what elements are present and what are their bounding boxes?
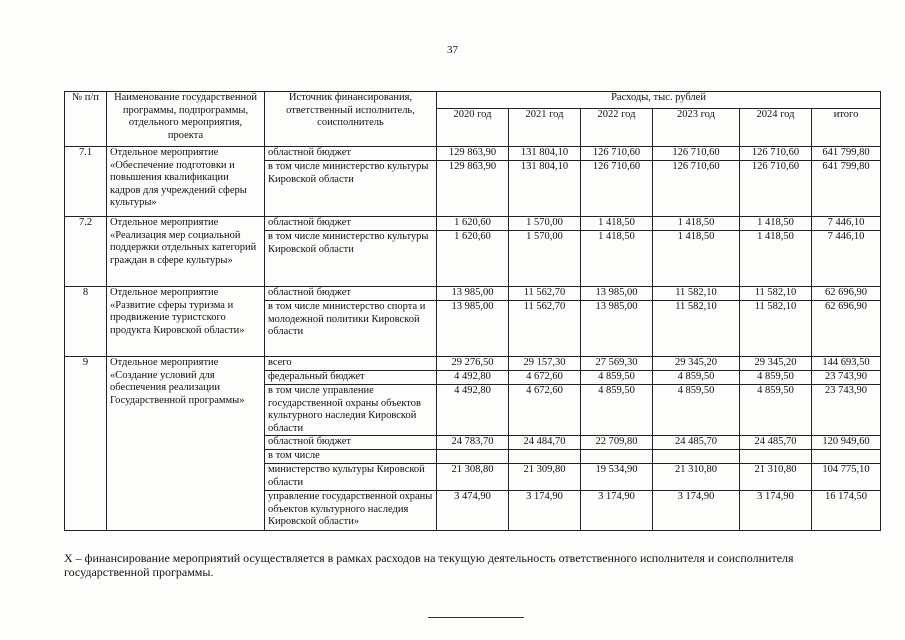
funding-source: в том числе управление государственной охраны объектов культурного наследия Кировской области bbox=[265, 385, 437, 436]
year-value: 22 709,80 bbox=[581, 436, 653, 450]
year-value: 21 308,80 bbox=[437, 464, 509, 491]
funding-source: в том числе bbox=[265, 450, 437, 464]
year-value: 21 310,80 bbox=[740, 464, 812, 491]
year-value: 1 418,50 bbox=[581, 231, 653, 287]
year-value: 3 174,90 bbox=[581, 491, 653, 531]
total-value: 23 743,90 bbox=[812, 371, 881, 385]
year-value: 21 310,80 bbox=[653, 464, 740, 491]
page-number: 37 bbox=[447, 44, 458, 56]
header-year: 2021 год bbox=[509, 109, 581, 147]
year-value: 11 582,10 bbox=[653, 301, 740, 357]
year-value: 4 859,50 bbox=[740, 385, 812, 436]
table-row bbox=[65, 287, 881, 301]
activity-name: Отдельное мероприятие «Создание условий для обеспечения реализации Государственной программы» bbox=[107, 357, 265, 531]
funding-source: в том числе министерство культуры Кировской области bbox=[265, 161, 437, 217]
year-value: 4 859,50 bbox=[740, 371, 812, 385]
year-value: 3 174,90 bbox=[509, 491, 581, 531]
year-value bbox=[437, 450, 509, 464]
header-expenses: Расходы, тыс. рублей bbox=[437, 92, 881, 109]
row-number: 7.2 bbox=[65, 217, 107, 287]
year-value: 3 174,90 bbox=[653, 491, 740, 531]
year-value: 1 418,50 bbox=[740, 217, 812, 231]
total-value: 641 799,80 bbox=[812, 161, 881, 217]
year-value: 27 569,30 bbox=[581, 357, 653, 371]
bottom-divider bbox=[428, 617, 524, 618]
row-number: 8 bbox=[65, 287, 107, 357]
total-value: 62 696,90 bbox=[812, 301, 881, 357]
year-value: 4 492,80 bbox=[437, 371, 509, 385]
year-value: 29 345,20 bbox=[653, 357, 740, 371]
year-value: 4 859,50 bbox=[653, 371, 740, 385]
total-value: 7 446,10 bbox=[812, 217, 881, 231]
year-value: 4 859,50 bbox=[581, 371, 653, 385]
year-value: 4 672,60 bbox=[509, 371, 581, 385]
header-total: итого bbox=[812, 109, 881, 147]
year-value: 3 174,90 bbox=[740, 491, 812, 531]
year-value: 1 418,50 bbox=[653, 231, 740, 287]
year-value bbox=[653, 450, 740, 464]
year-value: 131 804,10 bbox=[509, 147, 581, 161]
year-value: 131 804,10 bbox=[509, 161, 581, 217]
row-number: 9 bbox=[65, 357, 107, 531]
activity-name: Отдельное мероприятие «Обеспечение подготовки и повышения квалификации кадров для учреждений сферы культуры» bbox=[107, 147, 265, 217]
funding-source: областной бюджет bbox=[265, 147, 437, 161]
footnote: Х – финансирование мероприятий осуществляется в рамках расходов на текущую деятельность ответственного исполнителя и соисполнителя государственной программы. bbox=[64, 551, 794, 579]
year-value: 24 783,70 bbox=[437, 436, 509, 450]
year-value: 1 418,50 bbox=[653, 217, 740, 231]
total-value: 62 696,90 bbox=[812, 287, 881, 301]
funding-source: управление государственной охраны объектов культурного наследия Кировской области» bbox=[265, 491, 437, 531]
year-value: 126 710,60 bbox=[653, 147, 740, 161]
year-value: 1 570,00 bbox=[509, 217, 581, 231]
header-source: Источник финансирования, ответственный исполнитель, соисполнитель bbox=[265, 92, 437, 147]
funding-source: областной бюджет bbox=[265, 287, 437, 301]
header-year: 2022 год bbox=[581, 109, 653, 147]
year-value bbox=[740, 450, 812, 464]
year-value: 4 859,50 bbox=[653, 385, 740, 436]
total-value: 144 693,50 bbox=[812, 357, 881, 371]
year-value: 1 620,60 bbox=[437, 217, 509, 231]
year-value: 24 485,70 bbox=[653, 436, 740, 450]
total-value: 120 949,60 bbox=[812, 436, 881, 450]
year-value: 11 582,10 bbox=[653, 287, 740, 301]
funding-source: федеральный бюджет bbox=[265, 371, 437, 385]
total-value bbox=[812, 450, 881, 464]
table-row bbox=[65, 357, 881, 371]
year-value: 29 157,30 bbox=[509, 357, 581, 371]
activity-name: Отдельное мероприятие «Развитие сферы туризма и продвижение туристского продукта Кировской области» bbox=[107, 287, 265, 357]
funding-source: областной бюджет bbox=[265, 436, 437, 450]
row-number: 7.1 bbox=[65, 147, 107, 217]
year-value: 4 492,80 bbox=[437, 385, 509, 436]
total-value: 104 775,10 bbox=[812, 464, 881, 491]
year-value: 24 485,70 bbox=[740, 436, 812, 450]
year-value bbox=[509, 450, 581, 464]
year-value: 1 418,50 bbox=[581, 217, 653, 231]
year-value: 11 562,70 bbox=[509, 301, 581, 357]
total-value: 16 174,50 bbox=[812, 491, 881, 531]
year-value: 1 620,60 bbox=[437, 231, 509, 287]
year-value: 126 710,60 bbox=[740, 161, 812, 217]
year-value: 126 710,60 bbox=[740, 147, 812, 161]
year-value: 29 276,50 bbox=[437, 357, 509, 371]
funding-source: областной бюджет bbox=[265, 217, 437, 231]
total-value: 641 799,80 bbox=[812, 147, 881, 161]
year-value: 13 985,00 bbox=[581, 301, 653, 357]
year-value: 126 710,60 bbox=[581, 161, 653, 217]
funding-source: в том числе министерство спорта и молодежной политики Кировской области bbox=[265, 301, 437, 357]
table-row bbox=[65, 147, 881, 161]
year-value: 126 710,60 bbox=[581, 147, 653, 161]
table-header bbox=[65, 92, 881, 147]
year-value: 4 672,60 bbox=[509, 385, 581, 436]
year-value: 13 985,00 bbox=[437, 287, 509, 301]
table-body bbox=[65, 147, 881, 531]
year-value: 11 582,10 bbox=[740, 287, 812, 301]
year-value: 11 582,10 bbox=[740, 301, 812, 357]
total-value: 7 446,10 bbox=[812, 231, 881, 287]
budget-table bbox=[64, 91, 881, 531]
header-name: Наименование государственной программы, подпрограммы, отдельного мероприятия, проекта bbox=[107, 92, 265, 147]
year-value: 13 985,00 bbox=[437, 301, 509, 357]
year-value: 129 863,90 bbox=[437, 161, 509, 217]
year-value: 11 562,70 bbox=[509, 287, 581, 301]
year-value: 24 484,70 bbox=[509, 436, 581, 450]
year-value: 3 474,90 bbox=[437, 491, 509, 531]
year-value: 4 859,50 bbox=[581, 385, 653, 436]
year-value: 13 985,00 bbox=[581, 287, 653, 301]
table-row bbox=[65, 217, 881, 231]
year-value: 1 570,00 bbox=[509, 231, 581, 287]
year-value: 1 418,50 bbox=[740, 231, 812, 287]
funding-source: в том числе министерство культуры Кировской области bbox=[265, 231, 437, 287]
activity-name: Отдельное мероприятие «Реализация мер социальной поддержки отдельных категорий граждан в сфере культуры» bbox=[107, 217, 265, 287]
total-value: 23 743,90 bbox=[812, 385, 881, 436]
year-value: 21 309,80 bbox=[509, 464, 581, 491]
funding-source: всего bbox=[265, 357, 437, 371]
year-value: 19 534,90 bbox=[581, 464, 653, 491]
year-value bbox=[581, 450, 653, 464]
header-year: 2024 год bbox=[740, 109, 812, 147]
header-num: № п/п bbox=[65, 92, 107, 147]
funding-source: министерство культуры Кировской области bbox=[265, 464, 437, 491]
year-value: 126 710,60 bbox=[653, 161, 740, 217]
year-value: 29 345,20 bbox=[740, 357, 812, 371]
header-year: 2020 год bbox=[437, 109, 509, 147]
year-value: 129 863,90 bbox=[437, 147, 509, 161]
header-year: 2023 год bbox=[653, 109, 740, 147]
